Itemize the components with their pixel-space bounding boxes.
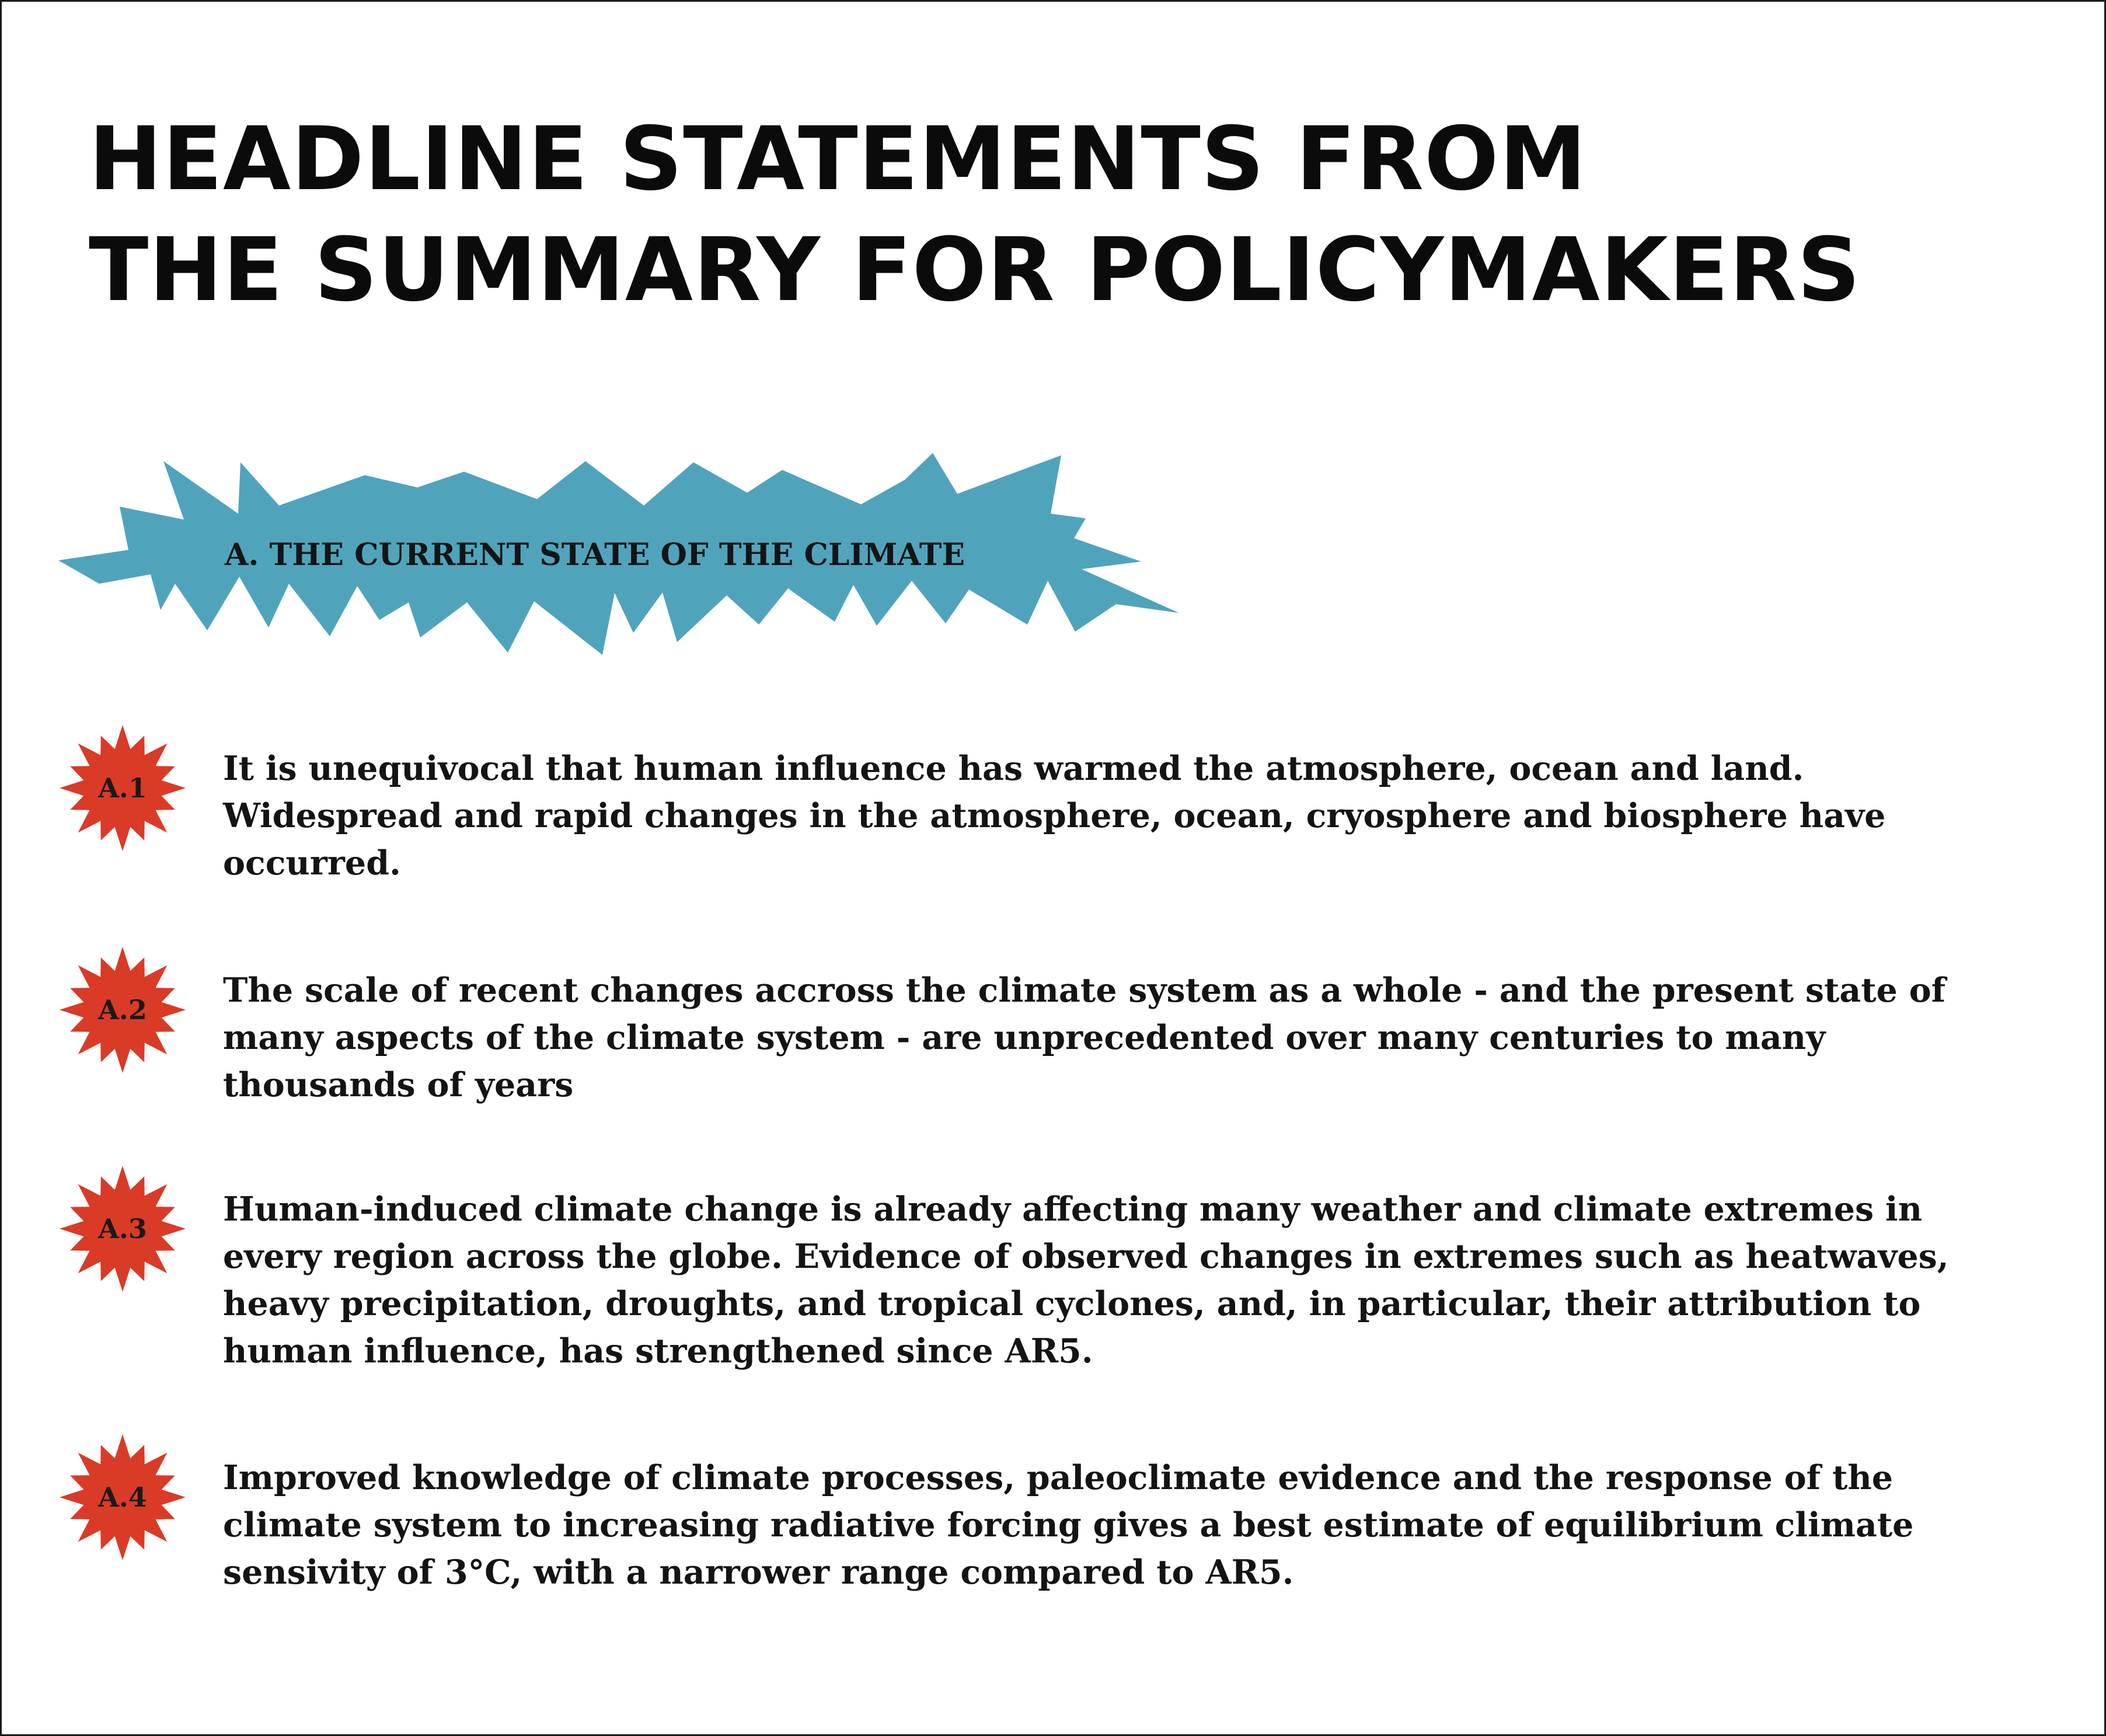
statement-line: Widespread and rapid changes in the atmosphere, ocean, cryosphere and biosphere have [223,796,1886,835]
statement-id: A.1 [98,772,147,804]
section-heading: A. THE CURRENT STATE OF THE CLIMATE [225,537,965,573]
page-title-line-1: HEADLINE STATEMENTS FROM [89,109,1587,210]
statement-text [223,1454,2032,1596]
statement-line: occurred. [223,843,401,883]
statement-line: climate system to increasing radiative forcing gives a best estimate of equilibrium climate [223,1505,1914,1545]
statement-line: Improved knowledge of climate processes, paleoclimate evidence and the response of the [223,1458,1894,1497]
statement-id: A.3 [98,1213,147,1245]
section-banner [58,449,1185,671]
statement-line: thousands of years [223,1065,574,1104]
statement-line: Human-induced climate change is already affecting many weather and climate extremes in [223,1190,1923,1229]
page-title [89,104,1898,326]
statement-badge [58,724,187,852]
statement-badge [58,1433,187,1561]
statement-text [223,745,2032,887]
page-title-line-2: THE SUMMARY FOR POLICYMAKERS [89,219,1861,321]
statement-badge [58,1165,187,1293]
statement-badge [58,946,187,1074]
statement-line: sensivity of 3°C, with a narrower range compared to AR5. [223,1553,1294,1592]
statement-text [223,1186,2032,1375]
statement-id: A.2 [98,994,147,1026]
statement-line: The scale of recent changes accross the climate system as a whole - and the present state of [223,971,1946,1010]
statement-line: It is unequivocal that human influence has warmed the atmosphere, ocean and land. [223,749,1804,788]
statement-id: A.4 [98,1481,147,1513]
statement-text [223,967,2032,1108]
statement-line: heavy precipitation, droughts, and tropical cyclones, and, in particular, their attribution to [223,1284,1921,1323]
statement-line: human influence, has strengthened since AR5. [223,1331,1093,1371]
statement-line: every region across the globe. Evidence of observed changes in extremes such as heatwaves, [223,1237,1949,1276]
statement-line: many aspects of the climate system - are unprecedented over many centuries to many [223,1018,1826,1057]
